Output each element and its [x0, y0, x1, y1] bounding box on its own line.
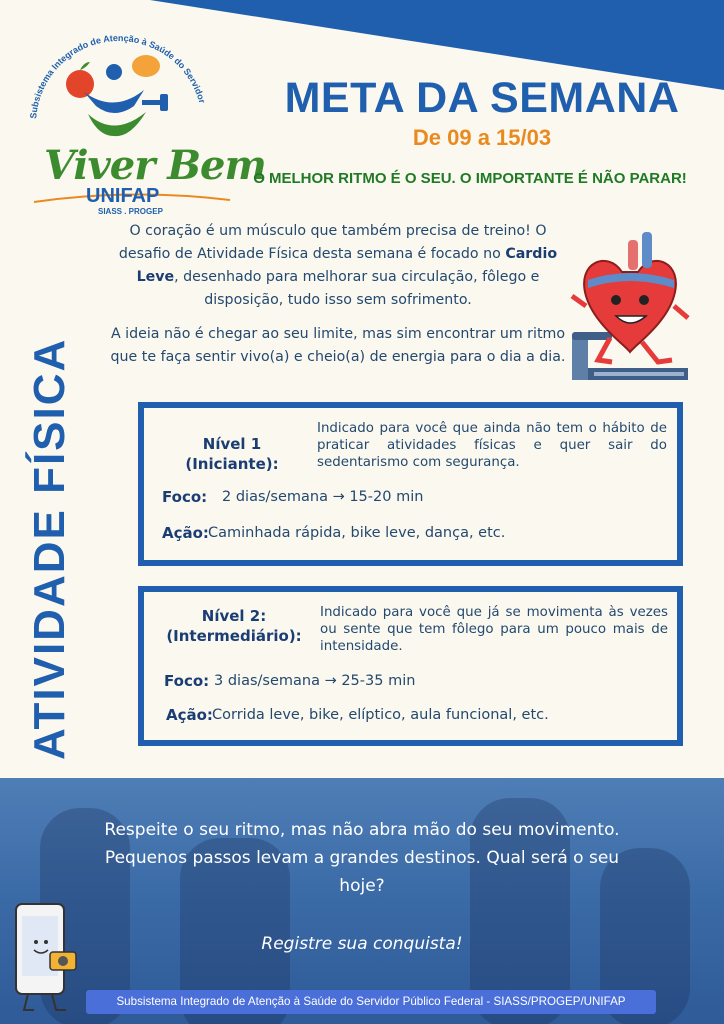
level-1-foco-label: Foco:: [162, 488, 208, 506]
level-1-acao-label: Ação:: [162, 524, 209, 542]
level-1-acao-value: Caminhada rápida, bike leve, dança, etc.: [208, 525, 506, 541]
intro-p1-highlight: Cardio Leve: [136, 246, 558, 285]
footer-bar: Subsistema Integrado de Atenção à Saúde do Servidor Público Federal - SIASS/PROGEP/UNIFAP: [86, 990, 656, 1014]
cta-message: Registre sua conquista!: [261, 934, 463, 954]
date-range: De 09 a 15/03: [412, 125, 552, 150]
logo-brand: Viver Bem: [44, 142, 266, 189]
logo-org: UNIFAP: [86, 185, 160, 207]
intro-text: [104, 220, 572, 380]
page-title: META DA SEMANA: [284, 74, 680, 122]
level-1-card: [138, 402, 683, 566]
side-title: ATIVIDADE FÍSICA: [25, 337, 74, 760]
intro-paragraph-1: [104, 220, 572, 312]
level-2-card: [138, 586, 683, 746]
level-1-label: Nível 1 (Iniciante):: [185, 435, 279, 473]
intro-p1-text: O coração é um músculo que também precisa de treino! O desafio de Atividade Física desta semana é focado no: [118, 223, 547, 262]
level-2-label-line2: (Intermediário):: [166, 627, 302, 645]
viver-bem-logo: [14, 14, 266, 216]
closing-message: Respeite o seu ritmo, mas não abra mão do seu movimento. Pequenos passos levam a grandes destinos. Qual será o seu hoje?: [104, 820, 620, 896]
level-2-foco-label: Foco:: [164, 672, 210, 690]
level-2-description: Indicado para você que já se movimenta às vezes ou sente que tem fôlego para um pouco mais de intensidade.: [320, 605, 668, 654]
phone-camera-icon: [14, 902, 80, 1012]
level-2-acao-value: Corrida leve, bike, elíptico, aula funcional, etc.: [212, 707, 549, 723]
logo-arc-text: Subsistema Integrado de Atenção à Saúde do Servidor: [28, 32, 208, 120]
level-2-foco-value: 3 dias/semana → 25-35 min: [214, 673, 416, 689]
logo-sub: SIASS . PROGEP: [98, 207, 163, 216]
intro-p1-text-end: , desenhado para melhorar sua circulação, fôlego e disposição, tudo isso sem sofrimento.: [174, 269, 540, 308]
bottom-banner: [0, 778, 724, 1024]
level-1-description: Indicado para você que ainda não tem o hábito de praticar atividades físicas e quer sair do sedentarismo com segurança.: [317, 421, 667, 470]
tagline: O MELHOR RITMO É O SEU. O IMPORTANTE É NÃO PARAR!: [253, 170, 687, 187]
level-2-label: [164, 606, 304, 646]
level-2-label-line1: Nível 2:: [201, 607, 267, 625]
intro-paragraph-2: A ideia não é chegar ao seu limite, mas sim encontrar um ritmo que te faça sentir vivo(a) e cheio(a) de energia para o dia a dia.: [110, 326, 566, 365]
level-2-acao-label: Ação:: [166, 706, 213, 724]
heart-treadmill-icon: [568, 228, 694, 388]
level-1-foco-value: 2 dias/semana → 15-20 min: [222, 489, 424, 505]
